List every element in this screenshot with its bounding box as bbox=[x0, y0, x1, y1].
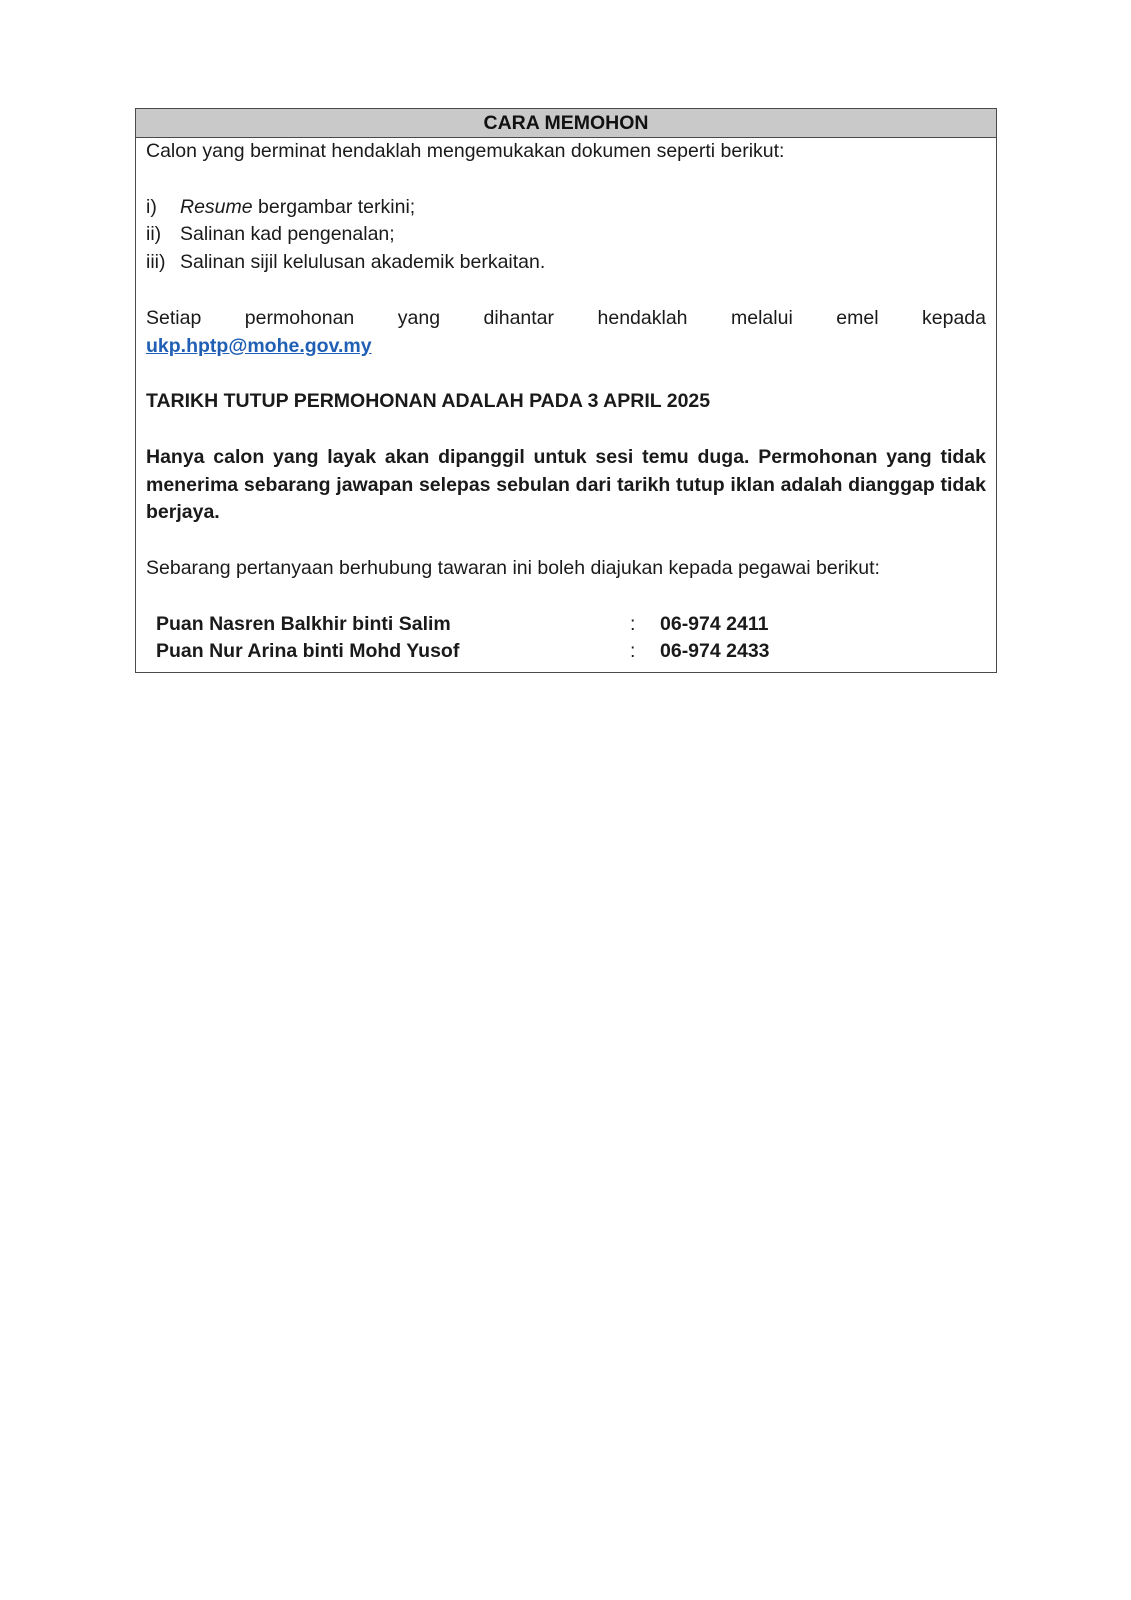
list-item bbox=[146, 249, 986, 277]
list-text: Salinan kad pengenalan; bbox=[180, 223, 395, 246]
closing-date: TARIKH TUTUP PERMOHONAN ADALAH PADA 3 APRIL 2025 bbox=[146, 390, 711, 413]
section-body bbox=[136, 138, 996, 672]
contact-separator: : bbox=[630, 612, 636, 635]
list-number: i) bbox=[146, 195, 157, 218]
email-link[interactable]: ukp.hptp@mohe.gov.my bbox=[146, 334, 372, 357]
list-item bbox=[146, 194, 986, 222]
contact-phone: 06-974 2433 bbox=[660, 640, 770, 663]
contact-name: Puan Nasren Balkhir binti Salim bbox=[156, 612, 451, 635]
list-text: Salinan sijil kelulusan akademik berkaitan. bbox=[180, 251, 546, 274]
interview-notice: Hanya calon yang layak akan dipanggil untuk sesi temu duga. Permohonan yang tidak menerima sebarang jawapan selepas sebulan dari tarikh tutup iklan adalah dianggap tidak berjaya. bbox=[146, 445, 986, 524]
contact-row bbox=[146, 611, 986, 639]
resume-italic: Resume bbox=[180, 195, 253, 218]
contact-name: Puan Nur Arina binti Mohd Yusof bbox=[156, 640, 460, 663]
contact-row bbox=[146, 638, 986, 666]
list-number: iii) bbox=[146, 251, 166, 274]
application-box bbox=[135, 108, 997, 673]
intro-text: Calon yang berminat hendaklah mengemukakan dokumen seperti berikut: bbox=[146, 140, 785, 162]
list-item bbox=[146, 221, 986, 249]
enquiry-text: Sebarang pertanyaan berhubung tawaran ini boleh diajukan kepada pegawai berikut: bbox=[146, 556, 880, 579]
contact-phone: 06-974 2411 bbox=[660, 612, 769, 635]
section-title: CARA MEMOHON bbox=[136, 109, 996, 138]
list-number: ii) bbox=[146, 223, 162, 246]
list-text: Resume bergambar terkini; bbox=[180, 195, 416, 218]
submit-text: Setiap permohonan yang dihantar hendaklah melalui emel kepada bbox=[146, 306, 986, 329]
contact-separator: : bbox=[630, 640, 636, 663]
